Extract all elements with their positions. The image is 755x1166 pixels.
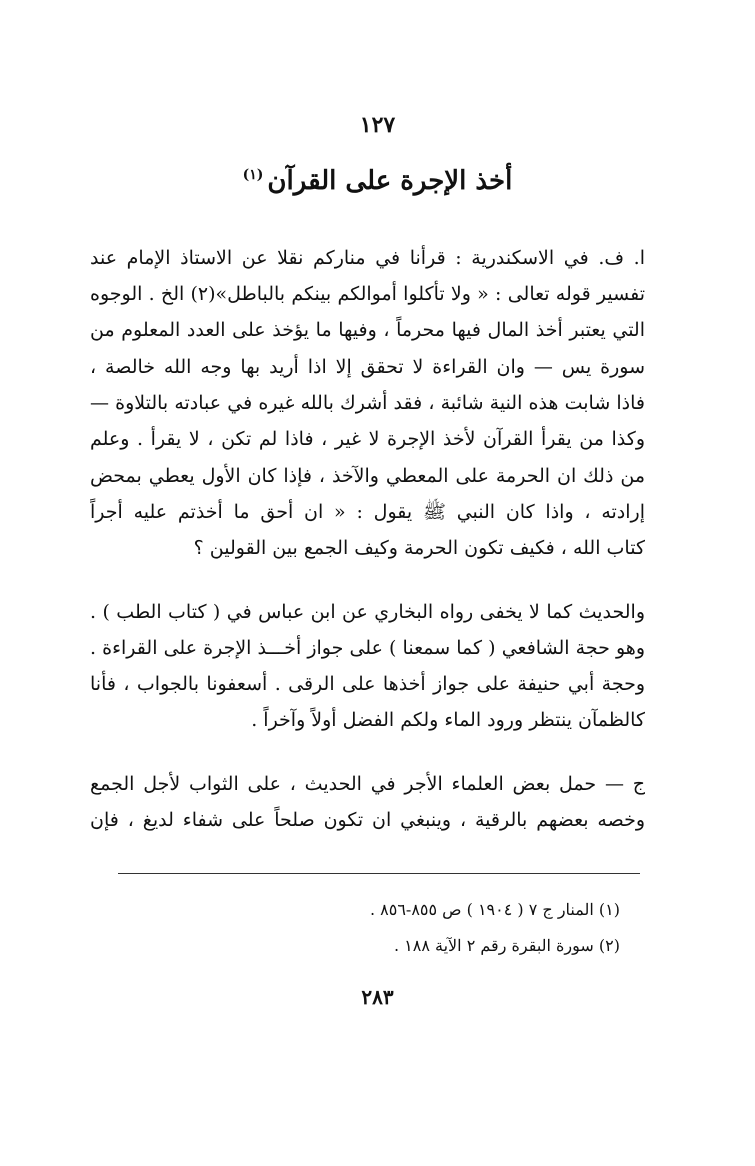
- paragraph-line: كالظمآن ينتظر ورود الماء ولكم الفضل أولاً وآخراً .: [251, 709, 645, 731]
- paragraph-line: فاذا شابت هذه النية شائبة ، فقد أشرك بالله غيره في عبادته بالتلاوة —: [90, 392, 645, 414]
- paragraph-line: ا. ف. في الاسكندرية : قرأنا في منارکم نقلا عن الاستاذ الإمام عند: [90, 247, 645, 269]
- paragraph-line: وهو حجة الشافعي ( كما سمعنا ) على جواز أخـــذ الإجرة على القراءة .: [90, 637, 645, 659]
- article-title: [0, 166, 755, 196]
- paragraph-line: ج — حمل بعض العلماء الأجر في الحديث ، على الثواب لأجل الجمع: [90, 773, 645, 795]
- paragraph-line: وحجة أبي حنيفة على جواز أخذها على الرقى . أسعفونا بالجواب ، فأنا: [90, 673, 645, 695]
- paragraph-line: إرادته ، واذا كان النبي ﷺ يقول : « ان أحق ما أخذتم عليه أجراً: [90, 501, 645, 523]
- article-title-text: أخذ الإجرة على القرآن: [267, 166, 513, 196]
- paragraph-line: وكذا من يقرأ القرآن لأخذ الإجرة لا غير ، فاذا لم تكن ، لا يقرأ . وعلم: [90, 428, 645, 450]
- footnote-divider: [118, 873, 640, 874]
- footnote-2: (٢) سورة البقرة رقم ٢ الآية ١٨٨ .: [393, 936, 620, 955]
- page-number-top: ١٢٧: [359, 112, 396, 138]
- paragraph-line: وخصه بعضهم بالرقية ، وينبغي ان تكون صلحاً على شفاء لديغ ، فإن: [90, 809, 645, 831]
- paragraph-line: تفسير قوله تعالى : « ولا تأكلوا أموالكم بينكم بالباطل»(٢) الخ . الوجوه: [90, 283, 645, 305]
- footnote-1: (١) المنار ج ٧ ( ١٩٠٤ ) ص ٨٥٥-٨٥٦ .: [369, 900, 620, 919]
- paragraph-line: من ذلك ان الحرمة على المعطي والآخذ ، فإذا كان الأول يعطي بمحض: [90, 465, 645, 487]
- page-number-bottom: ٢٨٣: [361, 985, 394, 1009]
- paragraph-line: والحديث كما لا يخفى رواه البخاري عن ابن عباس في ( كتاب الطب ) .: [90, 601, 645, 623]
- paragraph-line: التي يعتبر أخذ المال فيها محرماً ، وفيها ما يؤخذ على العدد المعلوم من: [90, 319, 645, 341]
- paragraph-line: سورة يس — وان القراءة لا تحقق إلا اذا أريد بها وجه الله خالصة ،: [90, 356, 645, 378]
- paragraph-line: كتاب الله ، فكيف تكون الحرمة وكيف الجمع بين القولين ؟: [193, 537, 645, 559]
- title-footnote-mark: (١): [242, 167, 264, 184]
